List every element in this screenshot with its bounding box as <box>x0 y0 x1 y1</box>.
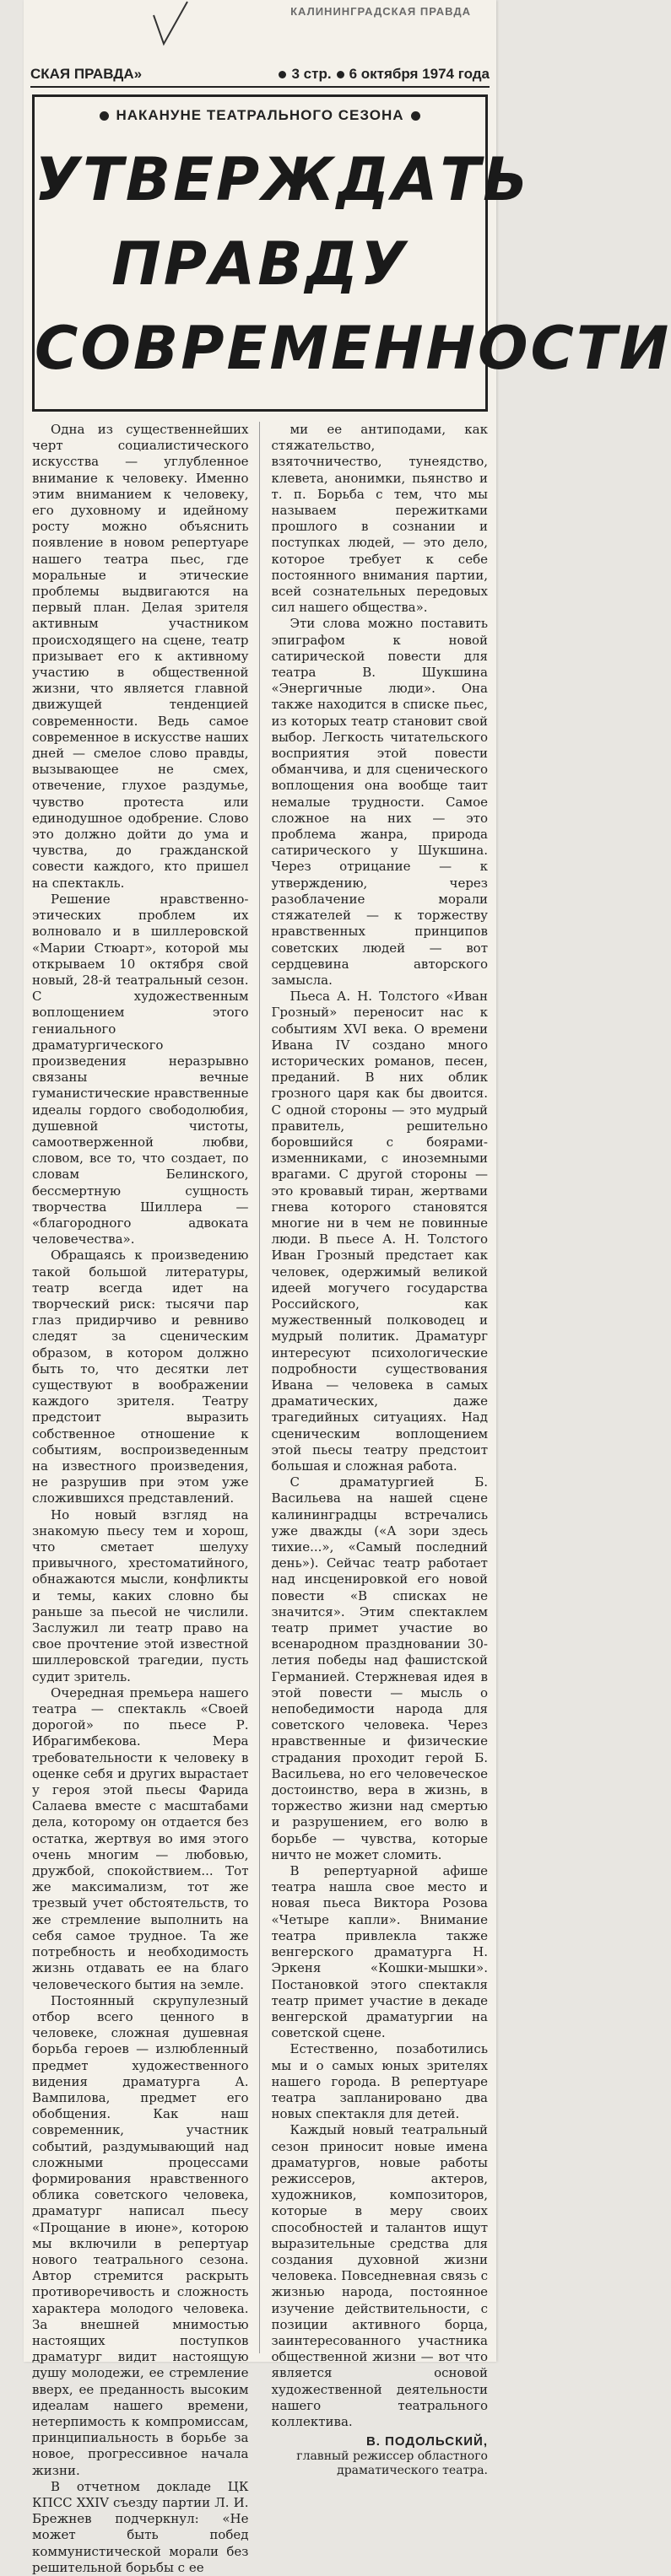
author-role: главный режиссер областного драматического театра. <box>296 2449 488 2478</box>
paragraph: Эти слова можно поставить эпиграфом к новой сатирической повести для театра В. Шукшина «Энергичные люди». Она также находится в списке пьес, из которых театр становит свой выбор. Легкость читательского восприятия этой повести обманчива, и для сценического воплощения она вообще таит немалые трудности. Самое сложное на них — это проблема жанра, природа сатирического у Шукшина. Через отрицание — к утверждению, через разоблачение морали стяжателей — к торжеству нравственных принципов советских людей — вот сердцевина авторского замысла. <box>271 616 488 988</box>
paragraph: В отчетном докладе ЦК КПСС XXIV съезду партии Л. И. Брежнев подчеркнул: «Не может быть побед коммунистической морали без решительной борьбы с ее <box>32 2478 249 2575</box>
newspaper-clipping <box>24 0 671 2575</box>
paragraph: Каждый новый театральный сезон приносит новые имена драматургов, новые работы режиссеров, актеров, художников, композиторов, которые в меру своих способностей и талантов ищут выразительные средства для создания духовной жизни человека. Повседневная связь с жизнью народа, постоянное изучение действительности, с позиции активного борца, заинтересованного участника общественной жизни — вот что является основой художественной деятельности нашего театрального коллектива. <box>271 2122 488 2429</box>
paragraph: Пьеса А. Н. Толстого «Иван Грозный» переносит нас к событиям XVI века. О времени Ивана IV создано много исторических романов, песен, преданий. В них облик грозного царя как бы двоится. С одной стороны — это мудрый правитель, решительно боровшийся с боярами-изменниками, с иноземными врагами. С другой стороны — это кровавый тиран, жертвами гнева которого становятся многие ни в чем не повинные люди. В пьесе А. Н. Толстого Иван Грозный предстает как человек, одержимый великой идеей могучего государства Российского, как мужественный полководец и мудрый политик. Драматург интересуют психологические подробности существования Ивана — человека в самых драматических, даже трагедийных ситуациях. Над сценическим воплощением этой пьесы театру предстоит большая и сложная работа. <box>271 989 488 1474</box>
paragraph: Естественно, позаботились мы и о самых юных зрителях нашего города. В репертуаре театра запланировано два новых спектакля для детей. <box>271 2041 488 2122</box>
headline-line: ПРАВДУ <box>111 229 409 299</box>
left-column <box>32 422 260 2575</box>
masthead-date: 6 октября 1974 года <box>349 66 490 82</box>
paragraph: С драматургией Б. Васильева на нашей сцене калининградцы встречались уже дважды («А зори здесь тихие...», «Самый последний день»). Сейчас театр работает над инсценировкой его новой повести «В списках не значится». Этим спектаклем театр примет участие во всенародном праздновании 30-летия победы над фашистской Германией. Стержневая идея в этой повести — мысль о непобедимости народа для советского человека. Через нравственные и физические страдания проходит герой Б. Васильева, но его человеческое достоинство, вера в жизнь, в торжество жизни над смертью и разрушением, его волю в борьбе — чувства, которые ничто не может сломить. <box>271 1474 488 1862</box>
headline-line: УТВЕРЖДАТЬ <box>35 145 531 214</box>
paragraph: ми ее антиподами, как стяжательство, взяточничество, тунеядство, клевета, анонимки, пьянство и т. п. Борьба с тем, что мы называем пережитками прошлого в сознании и поступках людей, — это дело, которое требует к себе постоянного внимания партии, всей сознательных передовых сил нашего общества». <box>271 422 488 616</box>
bullet-icon <box>100 111 109 121</box>
paragraph: Решение нравственно-этических проблем их волновало и в шиллеровской «Марии Стюарт», которой мы открываем 10 октября свой новый, 28-й театральный сезон. С художественным воплощением этого гениального драматургического произведения неразрывно связаны вечные гуманистические нравственные идеалы гордого свободолюбия, душевной чистоты, самоотверженной любви, словом, все то, что создает, по словам Белинского, бессмертную сущность творчества Шиллера — «благородного адвоката человечества». <box>32 891 249 1248</box>
bullet-icon <box>279 71 286 78</box>
checkmark-icon <box>150 0 192 51</box>
paragraph: Постоянный скрупулезный отбор всего ценного в человеке, сложная душевная борьба героев — излюбленный предмет художественного видения драматурга А. Вампилова, предмет его обобщения. Как наш современник, участник событий, раздумывающий над сложными процессами формирования нравственного облика советского человека, драматург написал пьесу «Прощание в июне», которою мы включили в репертуар нового театрального сезона. Автор стремится раскрыть противоречивость и сложность характера молодого человека. За внешней мнимостью настоящих поступков драматург видит настоящую душу молодежи, ее стремление вверх, ее преданность высоким идеалам нашего времени, нетерпимость к компромиссам, принципиальность в борьбе за новое, прогрессивное начала жизни. <box>32 1992 249 2478</box>
bullet-icon <box>411 111 420 121</box>
paragraph: Обращаясь к произведению такой большой литературы, театр всегда идет на творческий риск: тысячи пар глаз придирчиво и ревниво следят за сценическим образом, в котором должно быть то, что десятки лет существуют в воображении каждого зрителя. Театру предстоит выразить собственное отношение к событиям, воспроизведенным на известного произведения, не разрушив при этом уже сложившихся представлений. <box>32 1248 249 1506</box>
author-name: В. ПОДОЛЬСКИЙ, <box>365 2434 488 2449</box>
bullet-icon <box>337 71 344 78</box>
right-column <box>271 422 489 2478</box>
masthead <box>30 66 490 88</box>
kicker <box>35 107 485 124</box>
masthead-paper: СКАЯ ПРАВДА» <box>30 66 143 82</box>
headline-line: СОВРЕМЕННОСТИ <box>35 314 671 383</box>
masthead-page-wrap <box>273 66 490 83</box>
masthead-page: 3 стр. <box>291 66 332 82</box>
paragraph: В репертуарной афише театра нашла свое место и новая пьеса Виктора Розова «Четыре капли». Внимание театра привлекла также венгерского драматурга Н. Эркеня «Кошки-мышки». Постановкой этого спектакля театр примет участие в декаде венгерской драматургии на советской сцене. <box>271 1863 488 2041</box>
headline <box>35 137 671 391</box>
article-body <box>32 422 488 2575</box>
signature <box>272 2433 489 2478</box>
headline-box <box>32 94 671 412</box>
newspaper-stamp: КАЛИНИНГРАДСКАЯ ПРАВДА <box>290 5 471 18</box>
kicker-text: НАКАНУНЕ ТЕАТРАЛЬНОГО СЕЗОНА <box>116 107 404 123</box>
paragraph: Но новый взгляд на знакомую пьесу тем и хорош, что сметает шелуху привычного, хрестоматийного, обнажаются мысли, конфликты и темы, каких словно бы раньше за пьесой не числили. Заслужил ли театр право на свое прочтение этой известной шиллеровской трагедии, пусть судит зритель. <box>32 1506 249 1684</box>
paragraph: Очередная премьера нашего театра — спектакль «Своей дорогой» по пьесе Р. Ибрагимбекова. Мера требовательности к человеку в оценке себя и других вырастает у героя этой пьесы Фарида Салаева вместе с масштабами дела, которому он отдается без остатка, жертвуя во имя этого очень многим — любовью, дружбой, спокойствием... Тот же максимализм, тот же трезвый учет обстоятельств, то же стремление выполнить на себя самое трудное. Та же потребность и необходимость жизнь отдавать ее на благо человеческого бытия на земле. <box>32 1684 249 1992</box>
paragraph: Одна из существеннейших черт социалистического искусства — углубленное внимание к человеку. Именно этим вниманием к человеку, его духовному и идейному росту можно объяснить появление в новом репертуаре нашего театра пьес, где моральные и этические проблемы выдвигаются на первый план. Делая зрителя активным участником происходящего на сцене, театр призывает его к активному участию в общественной жизни, что является главной движущей тенденцией современности. Ведь самое современное в искусстве наших дней — смелое слово правды, вызывающее не смех, отвечение, глухое раздумье, чувство протеста или единодушное одобрение. Слово это должно дойти до ума и чувства, до гражданской совести каждого, кто пришел на спектакль. <box>32 422 249 891</box>
